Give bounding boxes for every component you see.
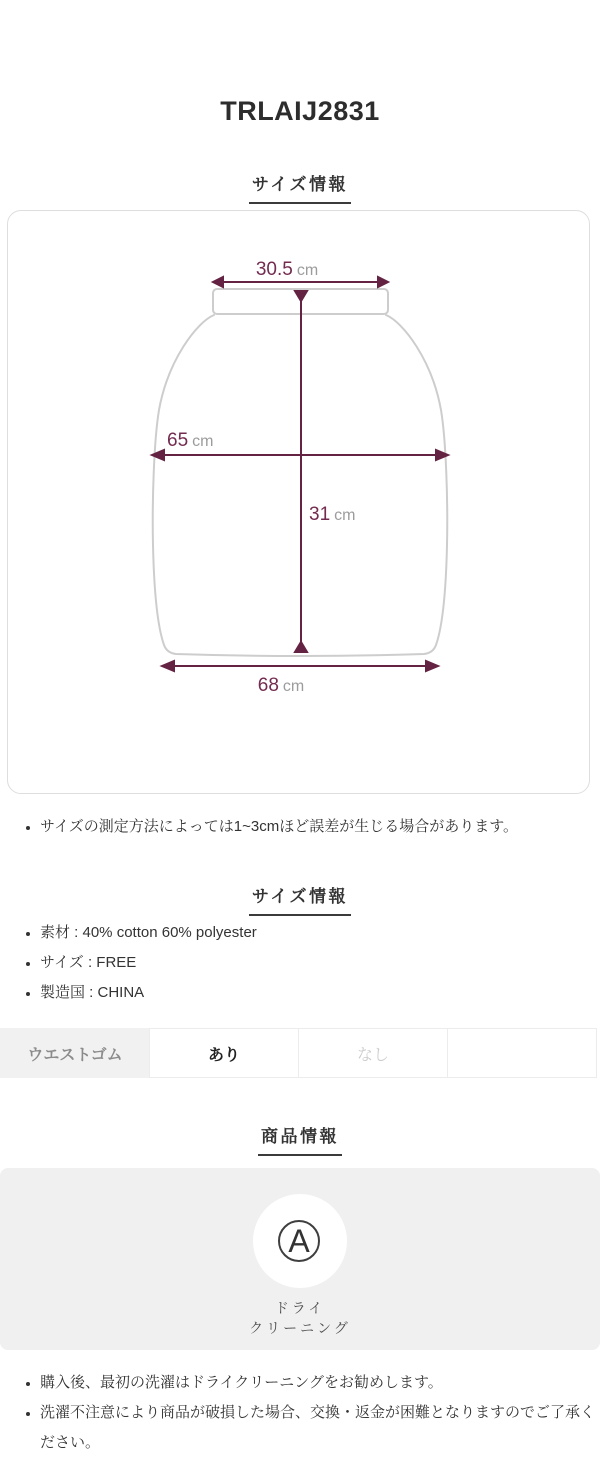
care-label-line1: ドライ [274,1300,326,1316]
section-heading-label: サイズ情報 [249,170,351,204]
spec-option-empty [447,1028,597,1078]
care-label [0,1298,600,1338]
measurement-length [309,504,355,526]
care-icon-bubble [253,1194,347,1288]
measurement-unit: cm [192,433,214,450]
size-info-list [0,918,600,1008]
page-title: TRLAIJ2831 [220,96,380,126]
list-item: • 洗濯不注意により商品が破損した場合、交換・返金が困難となりますのでご了承ください。 [40,1398,600,1458]
list-item: • サイズ : FREE [40,948,600,978]
care-symbol-letter: A [288,1223,310,1259]
section-heading-size-info [0,882,600,916]
spec-option-no: なし [298,1028,448,1078]
list-item: • 製造国 : CHINA [40,978,600,1008]
measurement-middle-width [167,430,213,452]
measurement-value: 31 [309,504,331,525]
measurement-top-width [212,259,362,281]
list-item: • 素材 : 40% cotton 60% polyester [40,918,600,948]
list-item: • 購入後、最初の洗濯はドライクリーニングをお勧めします。 [40,1368,600,1398]
arrowhead [378,277,388,287]
dry-cleaning-icon [278,1220,320,1262]
care-label-line2: クリーニング [249,1320,351,1336]
size-diagram-box [7,210,590,794]
care-instructions-panel [0,1168,600,1350]
measurement-value: 30.5 [255,259,293,280]
measurement-value: 68 [257,675,279,696]
measurement-bottom-width [206,675,356,697]
size-note-list [0,812,600,842]
section-heading-size-diagram [0,170,600,204]
arrowhead [295,291,307,301]
section-heading-label: サイズ情報 [249,882,351,916]
measurement-unit: cm [334,507,356,524]
spec-option-yes: あり [149,1028,299,1078]
arrowhead [162,661,174,671]
spec-table-row [0,1028,600,1078]
measurement-unit: cm [296,262,319,279]
skirt-diagram [8,211,588,792]
measurement-value: 65 [167,430,189,451]
arrowhead [295,642,307,652]
arrowhead [426,661,438,671]
spec-row-label: ウエストゴム [0,1028,150,1078]
section-heading-product-info [0,1122,600,1156]
section-heading-label: 商品情報 [258,1122,342,1156]
list-item: • サイズの測定方法によっては1~3cmほど誤差が生じる場合があります。 [40,812,600,842]
measurement-unit: cm [282,678,305,695]
care-note-list [0,1368,600,1458]
